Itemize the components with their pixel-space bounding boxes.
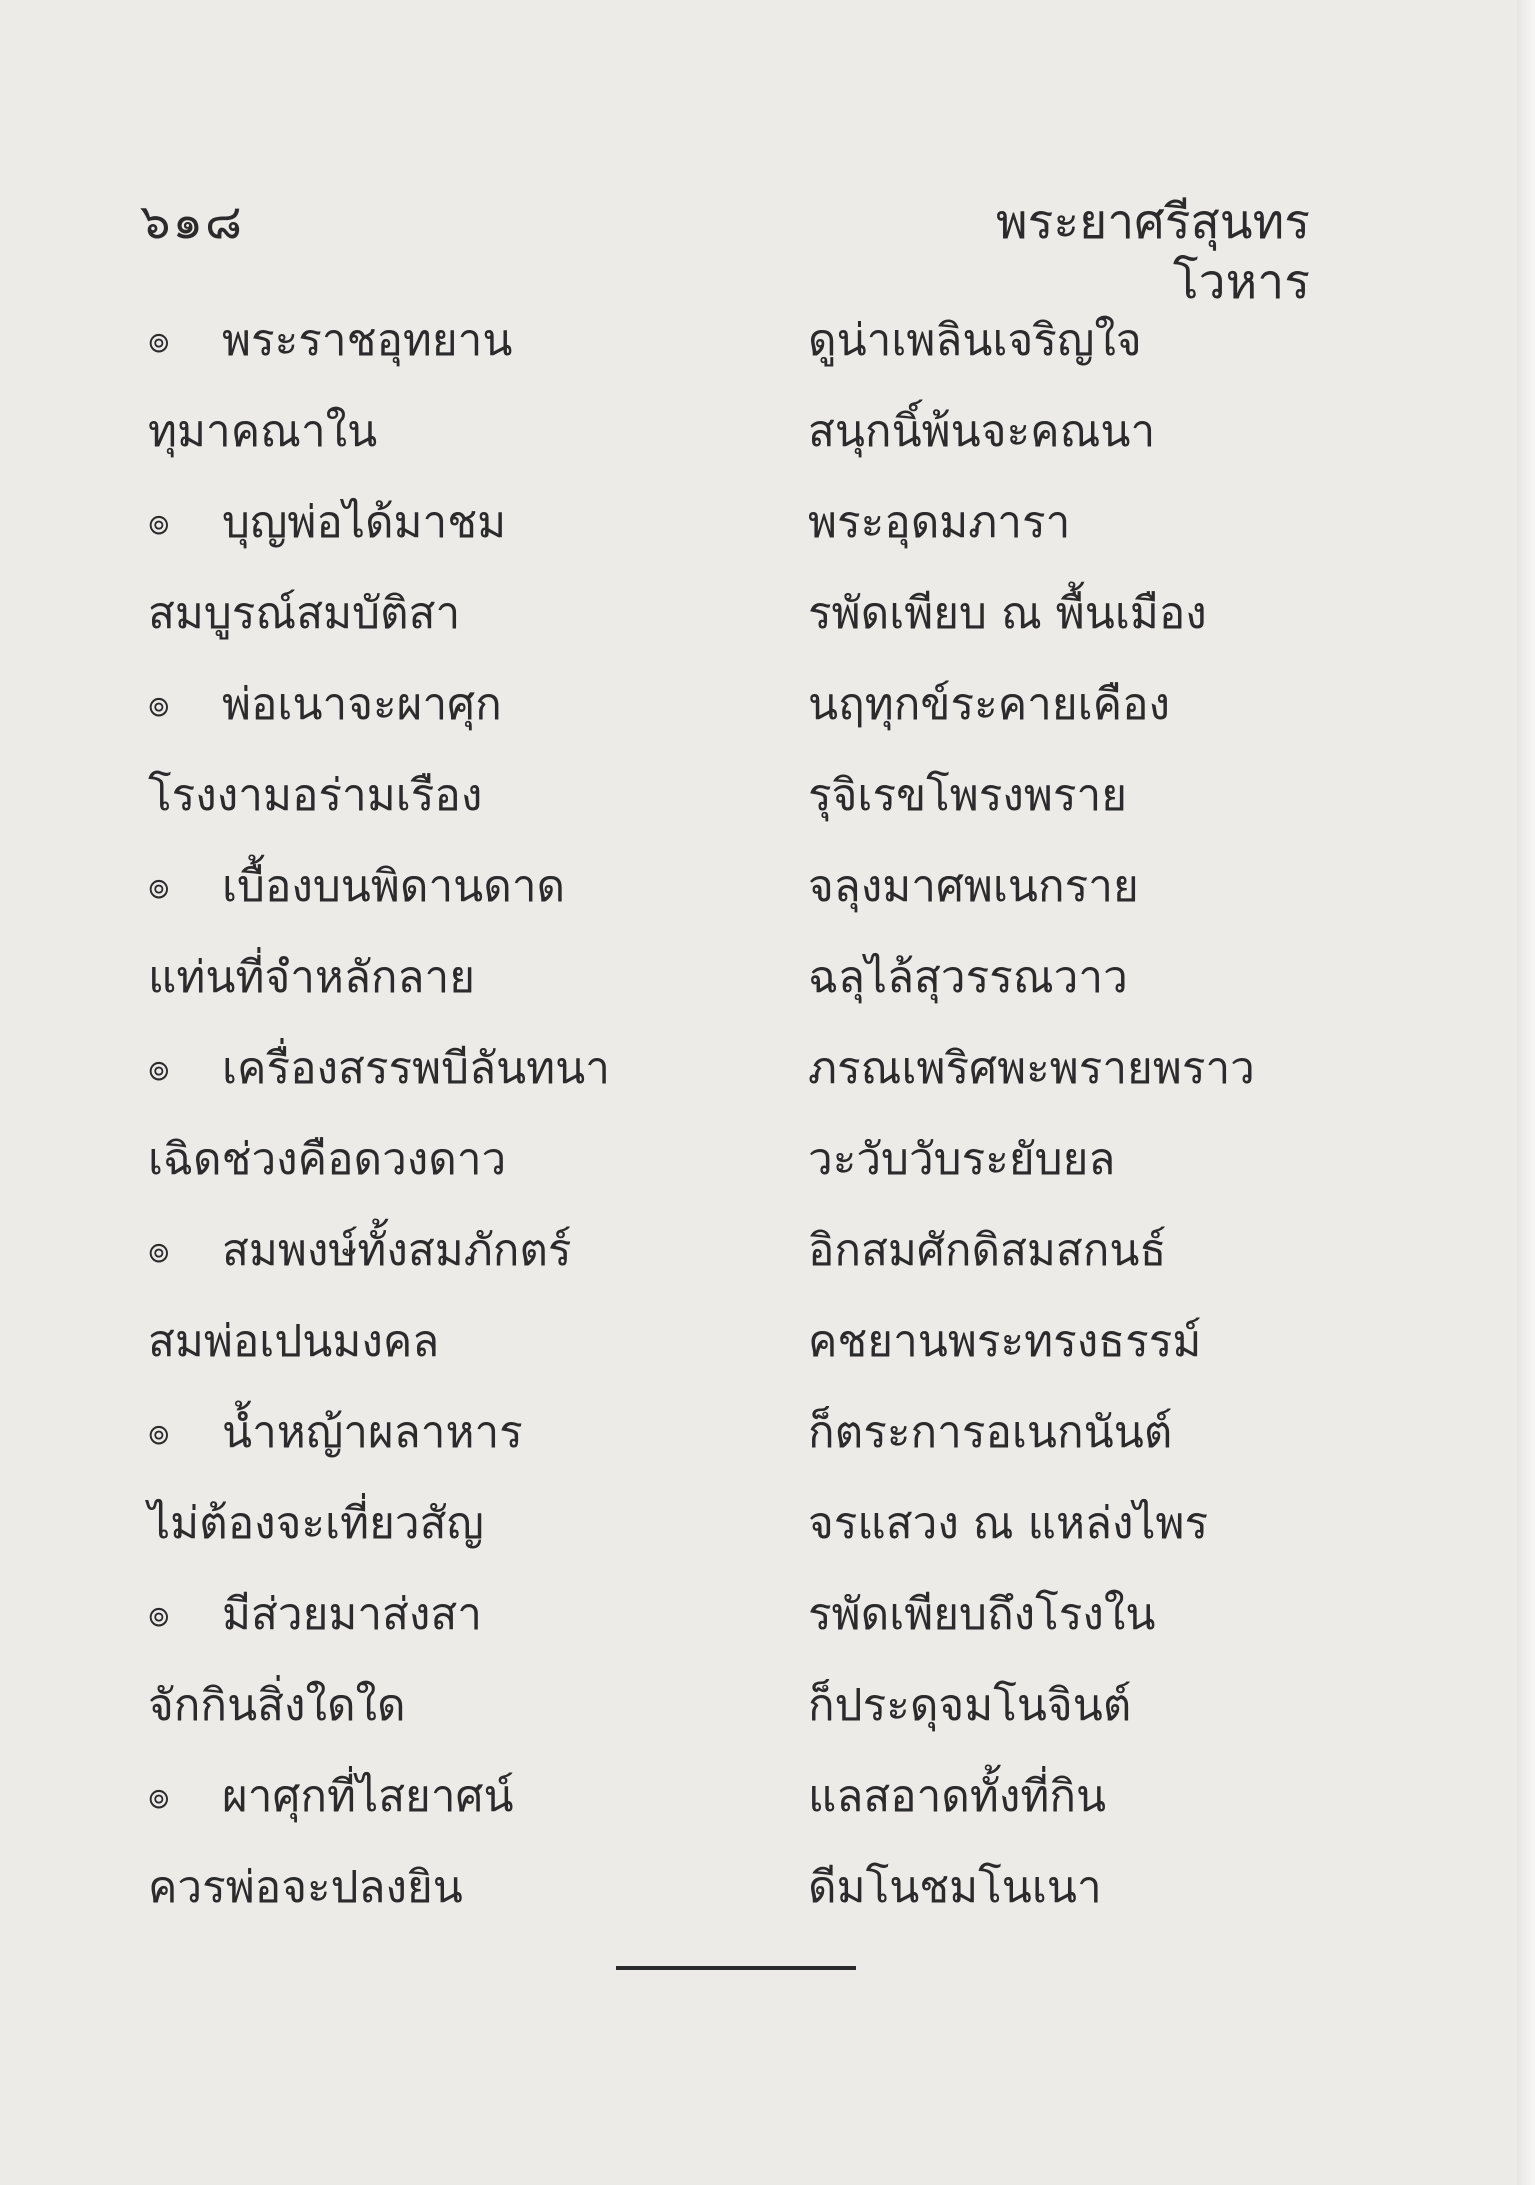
verse-row: [148, 579, 1368, 670]
verse-left-text: บุญพ่อได้มาชม: [222, 497, 507, 548]
verse-left-hemistich: [148, 852, 565, 922]
verse-left-text: สมพ่อเปนมงคล: [148, 1316, 440, 1367]
verse-left-text: เบื้องบนพิดานดาด: [222, 861, 566, 912]
stanza-mark-icon: ๏: [148, 866, 170, 907]
verse-row: [148, 1580, 1368, 1671]
verse-row: [148, 1671, 1368, 1762]
verse-left-text: แท่นที่จำหลักลาย: [148, 952, 475, 1003]
end-rule: [616, 1966, 856, 1970]
verse-right-hemistich: วะวับวับระยับยล: [808, 1134, 1116, 1185]
verse-left-hemistich: [148, 943, 475, 1013]
verse-row: [148, 852, 1368, 943]
verse-left-hemistich: [148, 761, 482, 831]
verse-left-hemistich: [148, 1216, 572, 1286]
verse-row: [148, 761, 1368, 852]
verse-left-text: สมบูรณ์สมบัติสา: [148, 588, 461, 639]
verse-row: [148, 1034, 1368, 1125]
verse-left-hemistich: [148, 1853, 463, 1923]
verse-left-hemistich: [148, 1489, 484, 1559]
verse-row: [148, 1307, 1368, 1398]
verse-right-hemistich: นฤทุกข์ระคายเคือง: [808, 679, 1171, 730]
stanza-mark-icon: ๏: [148, 1048, 170, 1089]
verse-row: [148, 1762, 1368, 1853]
verse-left-text: น้ำหญ้าผลาหาร: [222, 1407, 523, 1458]
running-title: พระยาศรีสุนทรโวหาร: [995, 194, 1310, 310]
verse-right-hemistich: พระอุดมภารา: [808, 497, 1071, 548]
verse-left-hemistich: [148, 1307, 439, 1377]
verse-left-hemistich: [148, 1034, 610, 1104]
verse-left-hemistich: [148, 1580, 482, 1650]
verse-left-hemistich: [148, 1125, 506, 1195]
verse-row: [148, 1853, 1368, 1944]
verse-row: [148, 1125, 1368, 1216]
verse-row: [148, 1398, 1368, 1489]
verse-left-hemistich: [148, 670, 502, 740]
verse-right-hemistich: จลุงมาศพเนกราย: [808, 861, 1139, 912]
verse-left-text: ควรพ่อจะปลงยิน: [148, 1862, 463, 1913]
stanza-mark-icon: ๏: [148, 502, 170, 543]
verse-left-text: โรงงามอร่ามเรือง: [148, 770, 483, 821]
stanza-mark-icon: ๏: [148, 1594, 170, 1635]
page-edge: [1517, 0, 1535, 2185]
verse-right-hemistich: สนุกนิ์พ้นจะคณนา: [808, 406, 1156, 457]
verse-right-hemistich: แลสอาดทั้งที่กิน: [808, 1771, 1107, 1822]
stanza-mark-icon: ๏: [148, 1230, 170, 1271]
verse-left-text: ทุมาคณาใน: [148, 406, 378, 457]
verse-left-text: ไม่ต้องจะเที่ยวสัญ: [148, 1498, 484, 1549]
verse-right-hemistich: รพัดเพียบ ณ พื้นเมือง: [808, 588, 1207, 639]
verse-right-hemistich: จรแสวง ณ แหล่งไพร: [808, 1498, 1209, 1549]
verse-left-hemistich: [148, 397, 377, 467]
poem-body: [148, 306, 1368, 1944]
verse-left-hemistich: [148, 306, 512, 376]
verse-right-hemistich: คชยานพระทรงธรรม์: [808, 1316, 1202, 1367]
verse-right-hemistich: ภรณเพริศพะพรายพราว: [808, 1043, 1255, 1094]
verse-row: [148, 488, 1368, 579]
stanza-mark-icon: ๏: [148, 320, 170, 361]
verse-left-hemistich: [148, 1762, 514, 1832]
verse-row: [148, 943, 1368, 1034]
stanza-mark-icon: ๏: [148, 684, 170, 725]
verse-right-hemistich: ดูน่าเพลินเจริญใจ: [808, 315, 1142, 366]
verse-left-text: พ่อเนาจะผาศุก: [222, 679, 502, 730]
verse-right-hemistich: ก็ตระการอเนกนันต์: [808, 1407, 1173, 1458]
verse-row: [148, 306, 1368, 397]
verse-right-hemistich: รุจิเรขโพรงพราย: [808, 770, 1128, 821]
page-number: ๖๑๘: [140, 194, 244, 250]
verse-row: [148, 670, 1368, 761]
verse-left-text: พระราชอุทยาน: [222, 315, 513, 366]
stanza-mark-icon: ๏: [148, 1412, 170, 1453]
verse-left-hemistich: [148, 488, 506, 558]
verse-left-text: เฉิดช่วงคือดวงดาว: [148, 1134, 507, 1185]
verse-right-hemistich: อิกสมศักดิสมสกนธ์: [808, 1225, 1167, 1276]
verse-left-hemistich: [148, 579, 460, 649]
verse-row: [148, 397, 1368, 488]
verse-left-hemistich: [148, 1671, 406, 1741]
verse-right-hemistich: ฉลุไล้สุวรรณวาว: [808, 952, 1128, 1003]
verse-left-text: เครื่องสรรพบีลันทนา: [222, 1043, 610, 1094]
verse-left-text: ผาศุกที่ไสยาศน์: [222, 1771, 514, 1822]
verse-right-hemistich: ดีมโนชมโนเนา: [808, 1862, 1102, 1913]
verse-left-text: จักกินสิ่งใดใด: [148, 1680, 406, 1731]
verse-left-hemistich: [148, 1398, 523, 1468]
verse-right-hemistich: รพัดเพียบถึงโรงใน: [808, 1589, 1156, 1640]
verse-left-text: มีส่วยมาส่งสา: [222, 1589, 482, 1640]
verse-right-hemistich: ก็ประดุจมโนจินต์: [808, 1680, 1132, 1731]
stanza-mark-icon: ๏: [148, 1776, 170, 1817]
verse-left-text: สมพงษ์ทั้งสมภักตร์: [222, 1225, 572, 1276]
verse-row: [148, 1489, 1368, 1580]
verse-row: [148, 1216, 1368, 1307]
